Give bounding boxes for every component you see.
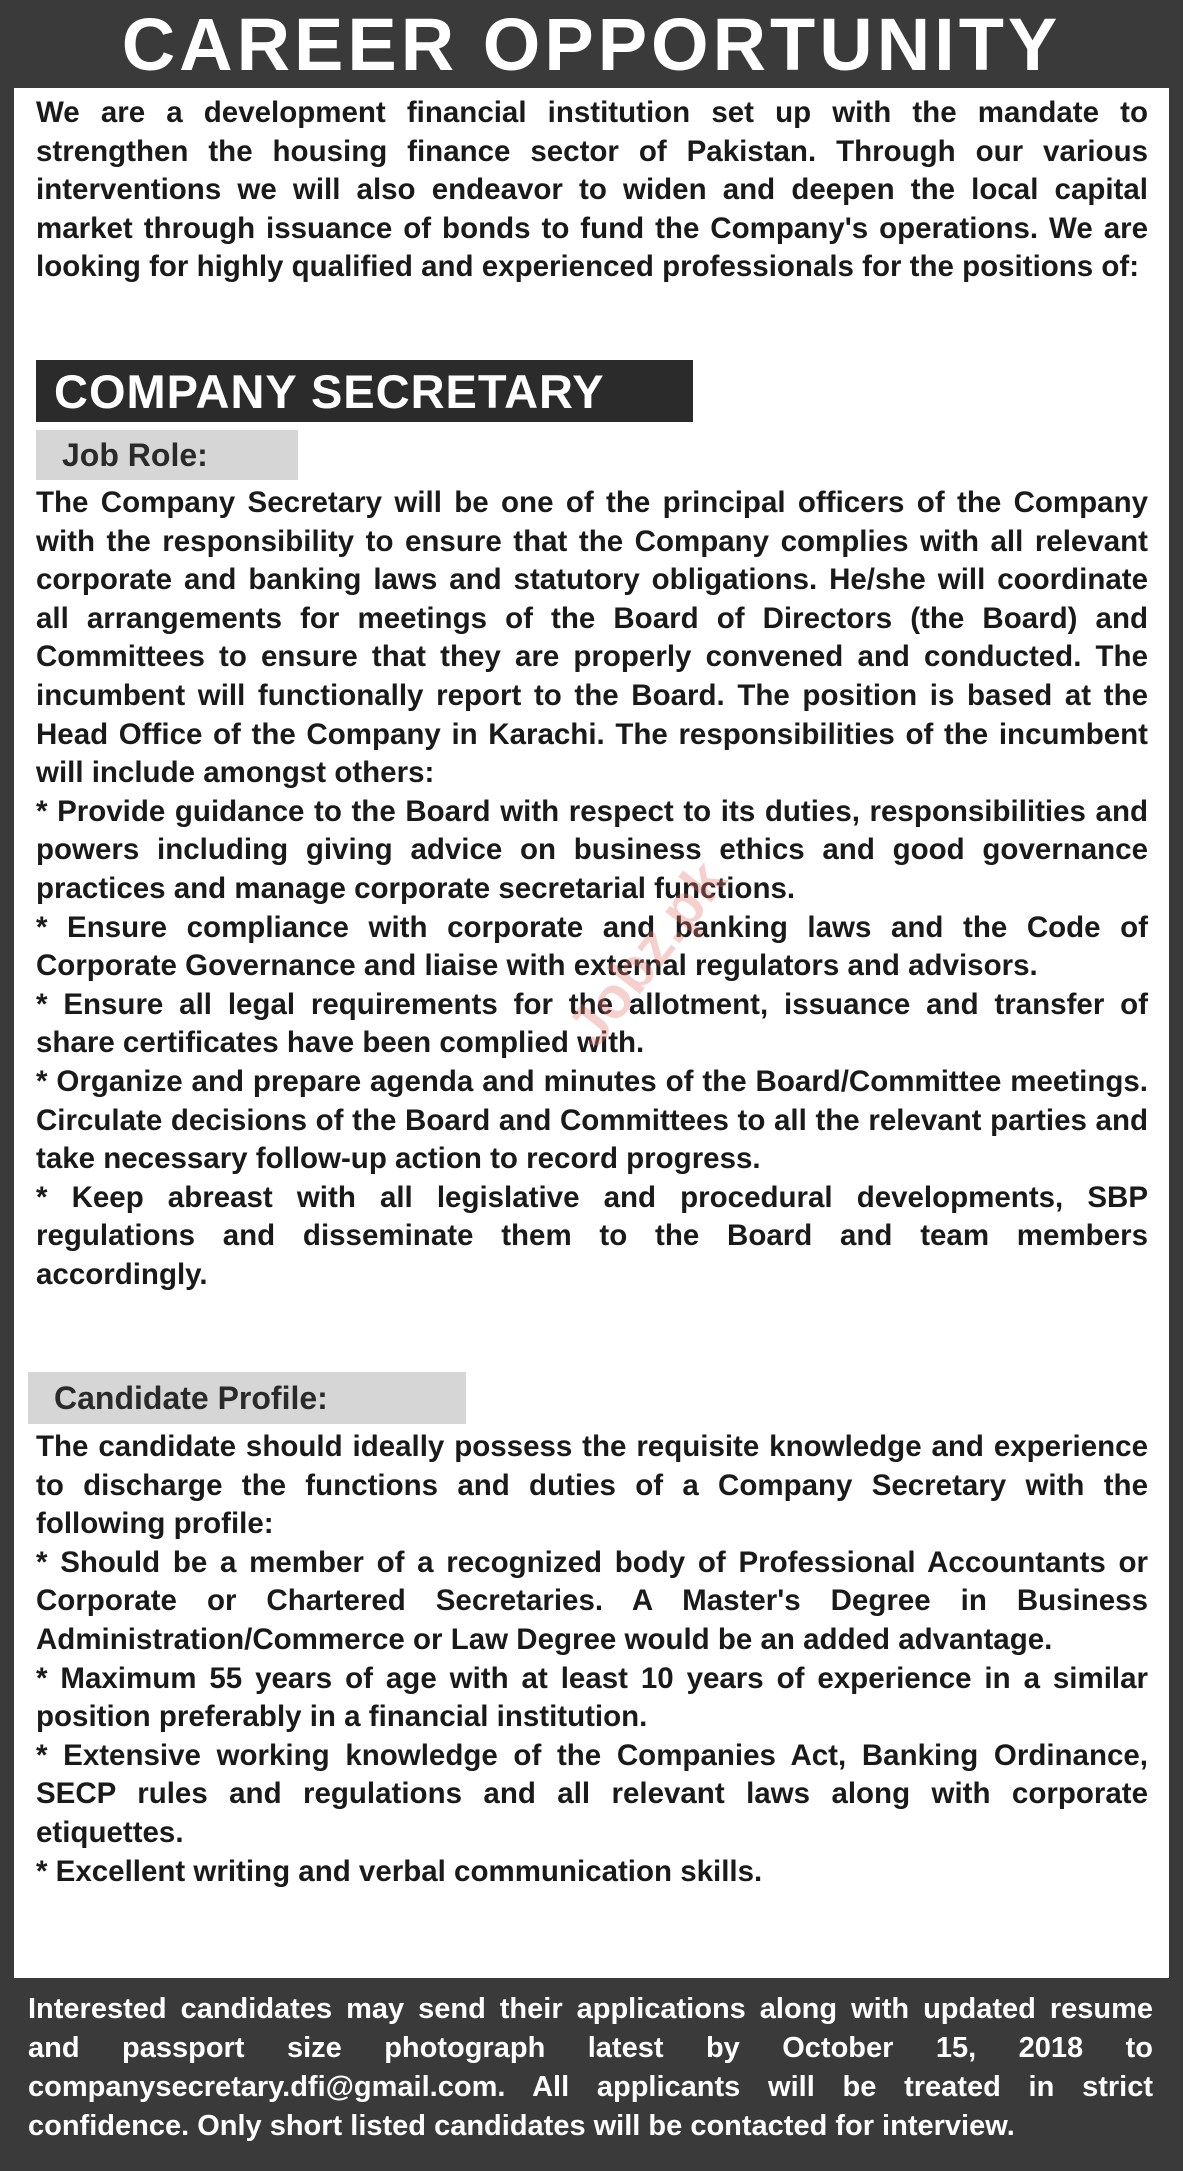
intro-section (36, 94, 1148, 287)
candidate-profile-heading: Candidate Profile: (28, 1372, 466, 1424)
responsibility-item: * Keep abreast with all legislative and procedural developments, SBP regulations and disseminate them to the Board and team members accordingly. (36, 1180, 1148, 1291)
responsibility-item: * Organize and prepare agenda and minutes of the Board/Committee meetings. Circulate decisions of the Board and Committees to all the relevant parties and take necessary follow-up action to record progress. (36, 1064, 1148, 1176)
watermark: Jobz.pk (554, 848, 739, 1059)
candidate-intro: The candidate should ideally possess the requisite knowledge and experience to discharge the functions and duties of a Company Secretary with the following profile: (36, 1430, 1148, 1541)
responsibility-item: * Provide guidance to the Board with respect to its duties, responsibilities and powers including giving advice on business ethics and good governance practices and manage corporate secretarial functions. (36, 794, 1148, 905)
profile-item: * Excellent writing and verbal communication skills. (36, 1854, 763, 1888)
page-title: CAREER OPPORTUNITY (121, 2, 1062, 86)
responsibility-item: * Ensure all legal requirements for the allotment, issuance and transfer of share certificates have been complied with. (36, 987, 1148, 1060)
job-role-heading: Job Role: (36, 430, 298, 480)
profile-item: * Extensive working knowledge of the Companies Act, Banking Ordinance, SECP rules and regulations and all relevant laws along with corporate etiquettes. (36, 1738, 1148, 1849)
profile-item: * Should be a member of a recognized body of Professional Accountants or Corporate or Chartered Secretaries. A Master's Degree in Business Administration/Commerce or Law Degree would be an added advantage. (36, 1545, 1148, 1656)
content-panel (14, 88, 1169, 1978)
profile-item: * Maximum 55 years of age with at least 10 years of experience in a similar position preferably in a financial institution. (36, 1661, 1148, 1734)
responsibility-item: * Ensure compliance with corporate and banking laws and the Code of Corporate Governance and liaise with external regulators and advisors. (36, 910, 1148, 983)
position-title: COMPANY SECRETARY (36, 360, 693, 422)
footer-text: Interested candidates may send their applications along with updated resume and passport size photograph latest by October 15, 2018 to companysecretary.dfi@gmail.com. All applicants will be treated in strict confidence. Only short listed candidates will be contacted for interview. (28, 1993, 1153, 2142)
job-role-section (36, 484, 1148, 1294)
intro-paragraph: We are a development financial institution set up with the mandate to strengthen the housing finance sector of Pakistan. Through our various interventions we will also endeavor to widen and deepen the local capital market through issuance of bonds to fund the Company's operations. We are looking for highly qualified and experienced professionals for the positions of: (36, 96, 1148, 284)
application-instructions (28, 1990, 1153, 2146)
candidate-profile-section (36, 1428, 1148, 1891)
job-role-intro: The Company Secretary will be one of the principal officers of the Company with the responsibility to ensure that the Company complies with all relevant corporate and banking laws and statutory obligations. He/she will coordinate all arrangements for meetings of the Board of Directors (the Board) and Committees to ensure that they are properly convened and conducted. The incumbent will functionally report to the Board. The position is based at the Head Office of the Company in Karachi. The responsibilities of the incumbent will include amongst others: (36, 486, 1148, 790)
